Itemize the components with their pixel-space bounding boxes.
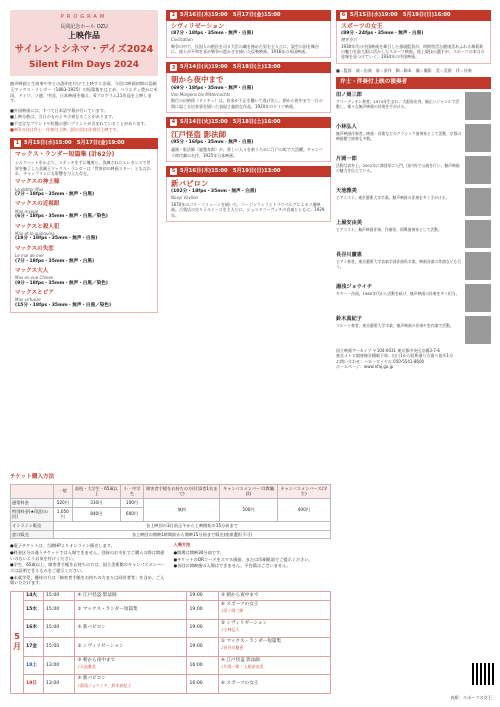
guest-photo [465,252,491,280]
program-dates: 5月16日(木)15:00 5月19日(日)13:00 [180,168,281,175]
ticket-price: 無料 [144,498,220,521]
ticket-header-row [11,484,331,498]
info-row [10,542,331,586]
bullet-item: ●電子チケットは、当館HPよりオンライン販売します。 [10,543,115,549]
schedule-time: 15:00 [44,591,75,600]
schedule-film [75,656,187,675]
guest-bio: ピアノ奏者。東京藝術大学音楽学部作曲科卒業。映画音楽の作曲なども行う。 [336,258,461,269]
guest-text [336,124,462,152]
ticket-info: 各上映回の3日前正午から上映開始の15分前まで [53,521,330,530]
program-number: 2 [171,12,176,19]
guest-text [336,188,462,216]
schedule-film-title: ② シヴィリゼーション [220,620,268,626]
guest-bio: ピアニスト。無声映画伴奏、作曲家、即興演奏家として活動。 [336,226,442,232]
guest-entry [336,124,491,152]
schedule-time: 16:00 [187,656,218,675]
guest-name: 小林弘人 [336,123,357,130]
ticket-col-header: 小・中学生 [120,484,143,498]
bullet-item: ●学生、65歳以上、障害者手帳をお持ちの方は、国立美術館のキャンパスメンバーズは証明できるものをご提示ください。 [10,562,165,573]
bullet-item: ●各回の開映後の入場はできません。予告篇はございません。 [173,563,291,569]
program-dates: 5月15日(水)19:00 5月19日(日)16:00 [350,12,451,18]
program-main-title: 上映作品 [68,30,100,40]
note-item: ■上映分数は、当日のものと多少異なることがあります。 [10,114,116,120]
short-meta: (7分・18fps・35mm・無声・白黒) [15,192,95,198]
film-title: マックス・ランダー短篇集 (計62分) [15,151,115,159]
program-dates: 5月14日(火)19:00 5月18日(土)13:00 [180,64,281,71]
ticket-bullets [10,542,168,586]
ticket-col-header: 一般 [53,484,72,498]
guest-bio: ピアニスト。東京藝術大学卒業。無声映画の伴奏を多く手がける。 [336,194,450,200]
schedule-time: 16:00 [187,675,218,694]
ticket-price: 1,050円 [53,507,72,521]
ticket-row-label: 窓口販売 [11,530,54,539]
bullet-item: ●料金区分の違うチケットでは入場できません。登録のお支払でご購入の際は間違いのないようお気を付けください。 [10,549,165,561]
legend-text: ■＝監督 演＝出演 原＝原作 脚＝脚本 撮＝撮影 美＝美術 伴＝伴奏 [336,67,472,73]
ticket-price: 100円 [120,498,143,507]
notes-list [10,108,158,133]
short-meta: (7分・18fps・35mm・無声・白黒) [15,258,95,264]
program-number: 5 [171,168,176,175]
program-3-body [166,73,331,112]
short-title: マックスとピア [15,289,54,296]
guest-bio: フルート奏者。東京藝術大学卒業、無声映画の伴奏や室内楽で活動。 [336,322,454,328]
guest-bio: アコーディオン奏者。1974年生まれ、大阪府出身。幅広いジャンルで活動し、様々な無声映画の伴奏を手がける。 [336,98,460,109]
schedule-film: ③ 朝から夜中まで [218,591,330,600]
ticket-row-label: 特別料金(★印J回の回) [11,507,54,521]
film-original-title: 體育皇后 [341,37,357,43]
program-1-body [10,149,158,313]
program-1-header [10,138,158,149]
ticket-row [11,498,331,507]
schedule-film-title: ⑥ スポーツの女王 [220,602,259,608]
schedule-time: 19:00 [187,638,218,657]
cover-credit: 表紙：スポーツの女王 [450,695,492,701]
schedule-time: 15:00 [44,619,75,638]
program-4-body [166,128,331,162]
ticket-row-label: 通常料金 [11,498,54,507]
schedule-guest: ♪湯浅ジョウイチ、鈴木真紀子 [77,682,132,688]
event-title-en: Silent Film Days 2024 [28,60,140,71]
bullet-item: ●開場は開映30分前です。 [173,549,225,555]
guest-text [336,156,462,184]
program-dates: 5月14日(火)15:00 5月18日(土)16:00 [180,118,281,125]
ticket-table [10,484,331,540]
ticket-col-header [11,484,54,498]
program-number: 4 [171,119,176,126]
entry-heading: 入場方法 [173,542,191,548]
film-description: 1870年のパリ・コミューンを描いた、コージンツェフとトラウベルグによるソ連映画。百貨店の売り子ルイーズを主人公に、ショスタコーヴィチの音楽とともに。1929年。 [171,201,325,218]
schedule-guest: ♪片岡一郎・上屋安由美 [220,664,264,670]
footer-address: 国立映画アーカイブ 〒104-0031 東京都中央区京橋3-7-6 [336,347,440,353]
intro-text: 無声映画と生演奏や弁士の説明を付けて上映する企画。今回は映画初期の喜劇王マックス・ランダー（1883-1925）の短篇集をはじめ、バラエティ豊かに米国、ドイツ、ソ連、中国、日本映画を揃え、6プログラム11作品を上映します。 [10,81,158,104]
short-original-title: Le mal de mer [15,253,44,259]
entry-info [174,542,332,586]
schedule-guest: ♪長谷川慶恵 [220,645,244,651]
film-meta: (89分・24fps・35mm・無声・白黒) [341,31,424,37]
film-original-title: Von Morgens bis Mitternachts [171,91,231,97]
film-description: 義賊・影法師（嵐寛寿郎）が、貧しい人々を救うために江戸の町で大活躍。チャンバラ時代劇の名作。1925年日本映画。 [171,147,323,158]
schedule-table [10,591,331,694]
short-film [15,290,153,309]
ticket-price: 520円 [53,498,72,507]
qr-code-icon [472,663,494,685]
guest-text [336,284,462,312]
schedule-time: 15:00 [44,638,75,657]
film-meta: (69分・18fps・35mm・無声・白黒) [171,85,254,91]
film-description: 1930年代の中国映画を牽引した孫瑜監督が、明朗快活な健康美あふれる黎莉莉の魅力を最大限に活かしたスポーツ映画。陸上競技の選手が、スポーツの本当の意味を見つけていく。1934年の中国映画。 [341,43,485,60]
bullet-item: ●未就学児、優待の方は「障害者手帳をお持ちの方または同伴者等」を含め、ご入場いただけます。 [10,574,165,586]
guest-entry [336,156,491,184]
film-original-title: Novyi Vavilon [171,195,199,201]
ticket-col-header: 高校・大学生・65歳以上 [72,484,120,498]
short-film [15,246,153,265]
program-6 [336,10,491,64]
short-meta: (15分・18fps・35mm・無声・白黒／染色) [15,302,112,308]
guest-name: 片岡一郎 [336,155,357,162]
short-film [15,224,153,243]
guest-text [336,92,462,120]
short-film [15,179,153,198]
guest-bio: 活動写真弁士。2002年に澤登翠に入門。国内外で公演を行い、無声映画の魅力を伝えている。 [336,162,460,173]
program-header [10,10,158,76]
short-meta: (6分・18fps・35mm・無声・白黒／染色) [15,214,108,220]
schedule-time: 19:00 [187,619,218,638]
event-title-jp: サイレントシネマ・デイズ2024 [14,44,154,56]
film-meta: (87分・18fps・35mm・無声・白黒) [171,31,254,37]
guest-name: 湯浅ジョウイチ [336,283,373,290]
short-title: マックス大人 [15,267,49,274]
short-original-title: Max en vue Chinse [15,275,53,281]
short-original-title: Max myope [15,208,39,214]
note-item: ■※印の回は弁士・伴奏付上映。J回の回は伴奏付上映です。 [10,127,121,133]
guest-text [336,252,462,280]
program-band: PROGRAM [60,14,108,20]
schedule-time: 19:00 [187,591,218,600]
guest-photo [465,316,491,344]
schedule-date: 15水 [24,601,44,620]
ticket-row [11,521,331,530]
schedule-film-title: ④ 江戸怪盗 影法師 [220,657,261,663]
program-1 [10,138,158,313]
guest-name: 鈴木真紀子 [336,315,362,322]
schedule-month: 5月 [11,591,24,693]
program-4 [166,117,331,162]
program-3 [166,62,331,113]
schedule-row [11,601,331,620]
ticket-info: 各上映回の開映1時間前から開映15分前まで販売(座席選択不可) [53,530,330,539]
ticket-price: 840円 [72,507,120,521]
guest-name: 上屋安由美 [336,219,362,226]
schedule-time: 13:00 [44,656,75,675]
guest-photo [465,156,491,184]
schedule-film-title: ③ 朝から夜中まで [77,657,116,663]
program-2-body [166,21,331,58]
schedule-row [11,619,331,638]
tickets-section [10,470,331,694]
guest-entry [336,92,491,120]
guest-entry [336,252,491,280]
schedule-guest: ♪田ノ岡三郎 [220,608,244,614]
schedule-film: ⑥ スポーツの女王 [218,675,330,694]
program-number: 1 [15,140,20,147]
program-6-body [336,21,491,64]
schedule-date: 18土 [24,656,44,675]
short-film [15,201,153,220]
short-meta: (18分・18fps・35mm・無声・白黒) [15,236,98,242]
short-original-title: Max et le quinquina [15,231,55,237]
program-6-header [336,10,491,21]
guest-bio: 無声映画伴奏者。映画・音楽などのクラシック演奏家として活動、京都の映画館で演奏も多数。 [336,130,462,141]
film-meta: (95分・16fps・35mm・無声・白黒) [171,140,254,146]
program-2-header [166,10,331,21]
guests-heading: 弁士・伴奏付上映の演奏者 [336,77,491,89]
footer-info [336,348,491,370]
film-title: 江戸怪盗 影法師 [171,129,227,139]
film-title: 新バビロン [171,179,209,189]
ticket-row-label: オンライン販売 [11,521,54,530]
schedule-film-title: ⑤ 新バビロン [77,676,106,682]
schedule-date: 19日 [24,675,44,694]
guest-photo [465,188,491,216]
schedule-guest: ♪天池雅美 [77,664,96,670]
schedule-film [75,675,187,694]
schedule-film: ① マックス・ランダー短篇集 [75,601,187,620]
ticket-row [11,530,331,539]
program-4-header [166,117,331,128]
guest-text [336,316,462,344]
program-dates: 5月16日(木)19:00 5月17日(金)15:00 [180,12,281,18]
left-column [10,10,158,317]
schedule-film [218,656,330,675]
film-description: 銀行の出納係（ドイチュ）は、貯金が不正を働いて逃げ出し、朝から夜中まで一日の間に起こる出来事を描いた表現主義的な作品。1920年のドイツ映画。 [171,98,323,109]
tickets-heading: チケット購入方法 [10,474,55,480]
guest-photo [465,92,491,120]
schedule-time: 15:00 [44,601,75,620]
schedule-row [11,591,331,600]
schedule-time: 19:00 [187,601,218,620]
right-column [336,10,491,369]
schedule-film: ② シヴィリゼーション [75,638,187,657]
ticket-price: 400円 [277,498,330,521]
short-original-title: Le doktor Max [15,186,44,192]
guest-text [336,220,462,248]
short-title: マックスと殺人犯 [15,223,60,230]
schedule-row [11,675,331,694]
schedule-film [218,601,330,620]
short-title: マックスの神土稼 [15,179,60,186]
guest-entry [336,188,491,216]
ticket-col-header: 障害者手帳をお持ちの方(付添者1名まで) [144,484,220,498]
short-meta: (9分・18fps・35mm・無声・白黒／染色) [15,280,108,286]
program-2 [166,10,331,58]
ticket-price: 600円 [120,507,143,521]
schedule-film [218,638,330,657]
schedule-film [218,619,330,638]
schedule-film-title: ① マックス・ランダー短篇集 [220,639,282,645]
film-description: シルクハットをかぶり、ステッキを手に颯爽と、洗練されたエレガンスで世界を魅了した喜劇王マックス・ランダーは「世界初の映画スター」とも言われ、チャップリンにも影響を与えた存在。 [15,160,151,176]
program-5 [166,166,331,222]
guest-photo [465,124,491,152]
film-title: シヴィリゼーション [171,23,225,31]
ticket-price: 500円 [220,498,277,521]
short-title: マックスの失恋 [15,245,54,252]
schedule-row [11,638,331,657]
short-title: マックスの近視眼 [15,201,60,208]
guest-entry [336,220,491,248]
film-title: スポーツの女王 [341,23,383,31]
program-5-header [166,166,331,177]
program-number: 3 [171,64,176,71]
guest-entry [336,284,491,312]
schedule-film: ④ 江戸怪盗 影法師 [75,591,187,600]
footer-access: 東京メトロ銀座線京橋駅下車、出口1から昭和通り方面へ徒歩1分 [336,353,454,359]
short-original-title: Max virtuose [15,297,41,303]
bullet-item: ●チケットのQRコードをスマホ画面、または印刷紙面でご提示ください。 [173,556,313,562]
ticket-col-header: キャンパスメンバーズ(教職員) [220,484,277,498]
ticket-price: 310円 [72,498,120,507]
guest-entry [336,316,491,344]
guest-photo [465,284,491,312]
short-film [15,268,153,287]
venue-label: 長岡記念ホール OZU [60,23,108,30]
film-description: 戦争の中で、民国人の植民を司る大臣の職を務めた男を主人公に、架空の国を舞台に、彼らが平和を求め戦争の愚かさを描いた反戦映画。1916年の米国映画。 [171,43,319,55]
footer-phone: お問い合わせ：ハローダイヤル 050-5541-8600 [336,358,425,364]
footer-web[interactable]: ホームページ：www.nfaj.go.jp [336,363,394,369]
film-original-title: Civilization [171,37,193,43]
film-title: 朝から夜中まで [171,75,224,85]
schedule-date: 16木 [24,619,44,638]
schedule-date: 17金 [24,638,44,657]
program-5-body [166,177,331,222]
schedule-film: ⑤ 新バビロン [75,619,187,638]
schedule-time: 13:00 [44,675,75,694]
schedule-row [11,656,331,675]
program-dates: 5月15日(水)15:00 5月17日(金)19:00 [24,140,125,146]
middle-column [166,10,331,226]
note-item: ■外国映画には、すべて日本語字幕が付いています。 [10,107,108,113]
guest-bio: ギター・作曲。1980年代から活動を続け、無声映画の伴奏を多く担当。 [336,290,460,296]
guest-name: 田ノ岡三郎 [336,91,362,98]
note-item: ■不完全なプリントや状態の悪いプリントが含まれていることがあります。 [10,120,149,126]
program-3-header [166,62,331,73]
ticket-col-header: キャンパスメンバーズ(学生) [277,484,330,498]
guest-photo [465,220,491,248]
guest-name: 天池雅美 [336,187,357,194]
schedule-date: 14火 [24,591,44,600]
guest-name: 長谷川慶恵 [336,251,362,258]
film-meta: (102分・18fps・35mm・無声・白黒) [171,189,257,195]
schedule-guest: ♪小林弘人 [220,626,240,632]
program-number: 6 [341,12,346,19]
